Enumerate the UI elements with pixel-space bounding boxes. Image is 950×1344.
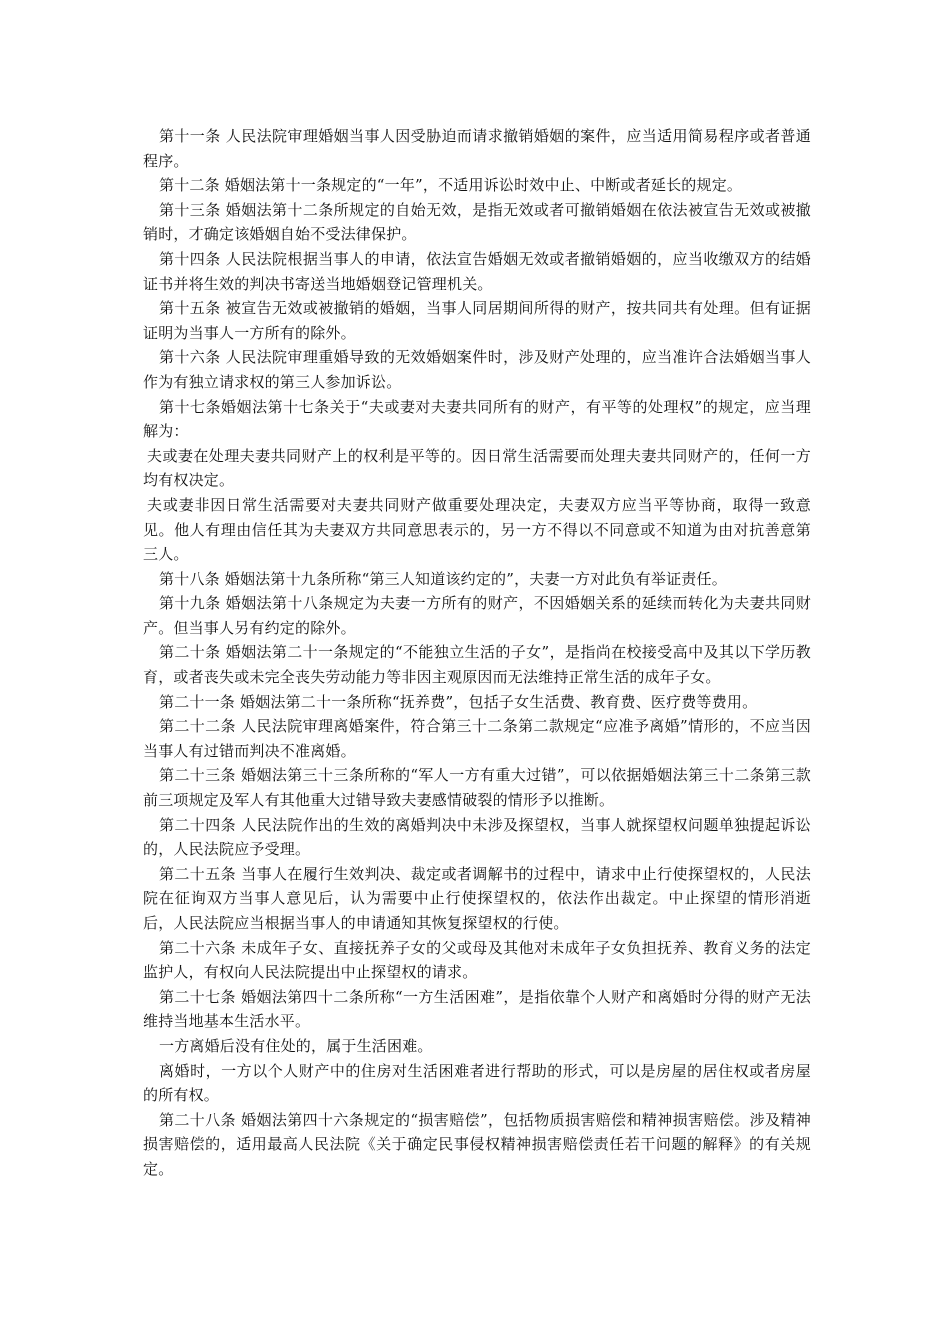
document-page [143,124,811,1182]
article-14: 第十四条 人民法院根据当事人的申请，依法宣告婚姻无效或者撤销婚姻的，应当收缴双方的结婚证书并将生效的判决书寄送当地婚姻登记管理机关。 [143,249,811,293]
article-22: 第二十二条 人民法院审理离婚案件，符合第三十二条第二款规定“应准予离婚”情形的，不应当因当事人有过错而判决不准离婚。 [143,717,811,760]
article-19: 第十九条 婚姻法第十八条规定为夫妻一方所有的财产，不因婚姻关系的延续而转化为夫妻共同财产。但当事人另有约定的除外。 [143,594,811,637]
article-17-clause-2: 夫或妻非因日常生活需要对夫妻共同财产做重要处理决定，夫妻双方应当平等协商，取得一致意见。他人有理由信任其为夫妻双方共同意思表示的，另一方不得以不同意或不知道为由对抗善意第三人。 [143,495,811,564]
article-15: 第十五条 被宣告无效或被撤销的婚姻，当事人同居期间所得的财产，按共同共有处理。但有证据证明为当事人一方所有的除外。 [143,299,811,342]
article-27: 第二十七条 婚姻法第四十二条所称“一方生活困难”，是指依靠个人财产和离婚时分得的财产无法维持当地基本生活水平。 [143,987,811,1031]
article-27-clause-1: 一方离婚后没有住处的，属于生活困难。 [159,1036,433,1055]
article-25: 第二十五条 当事人在履行生效判决、裁定或者调解书的过程中，请求中止行使探望权的，人民法院在征询双方当事人意见后，认为需要中止行使探望权的，依法作出裁定。中止探望的情形消逝后，人民法院应当根据当事人的申请通知其恢复探望权的行使。 [143,864,811,932]
article-23: 第二十三条 婚姻法第三十三条所称的“军人一方有重大过错”，可以依据婚姻法第三十二条第三款前三项规定及军人有其他重大过错导致夫妻感情破裂的情形予以推断。 [143,766,811,810]
article-12: 第十二条 婚姻法第十一条规定的“一年”，不适用诉讼时效中止、中断或者延长的规定。 [159,176,743,195]
article-21: 第二十一条 婚姻法第二十一条所称“抚养费”，包括子女生活费、教育费、医疗费等费用。 [159,692,758,711]
article-17-clause-1: 夫或妻在处理夫妻共同财产上的权利是平等的。因日常生活需要而处理夫妻共同财产的，任何一方均有权决定。 [143,446,811,490]
article-11: 第十一条 人民法院审理婚姻当事人因受胁迫而请求撤销婚姻的案件，应当适用简易程序或者普通程序。 [143,127,811,170]
article-28: 第二十八条 婚姻法第四十六条规定的“损害赔偿”，包括物质损害赔偿和精神损害赔偿。涉及精神损害赔偿的，适用最高人民法院《关于确定民事侵权精神损害赔偿责任若干问题的解释》的有关规定。 [143,1110,811,1178]
article-13: 第十三条 婚姻法第十二条所规定的自始无效，是指无效或者可撤销婚姻在依法被宣告无效或被撤销时，才确定该婚姻自始不受法律保护。 [143,200,811,244]
article-17: 第十七条婚姻法第十七条关于“夫或妻对夫妻共同所有的财产，有平等的处理权”的规定，应当理解为： [143,397,811,441]
article-16: 第十六条 人民法院审理重婚导致的无效婚姻案件时，涉及财产处理的，应当准许合法婚姻当事人作为有独立请求权的第三人参加诉讼。 [143,348,811,391]
article-20: 第二十条 婚姻法第二十一条规定的“不能独立生活的子女”，是指尚在校接受高中及其以下学历教育，或者丧失或未完全丧失劳动能力等非因主观原因而无法维持正常生活的成年子女。 [143,643,811,687]
article-24: 第二十四条 人民法院作出的生效的离婚判决中未涉及探望权，当事人就探望权问题单独提起诉讼的，人民法院应予受理。 [143,815,811,859]
article-18: 第十八条 婚姻法第十九条所称“第三人知道该约定的”，夫妻一方对此负有举证责任。 [159,569,727,588]
article-27-clause-2: 离婚时，一方以个人财产中的住房对生活困难者进行帮助的形式，可以是房屋的居住权或者房屋的所有权。 [143,1061,811,1105]
article-26: 第二十六条 未成年子女、直接抚养子女的父或母及其他对未成年子女负担抚养、教育义务的法定监护人，有权向人民法院提出中止探望权的请求。 [143,938,811,982]
